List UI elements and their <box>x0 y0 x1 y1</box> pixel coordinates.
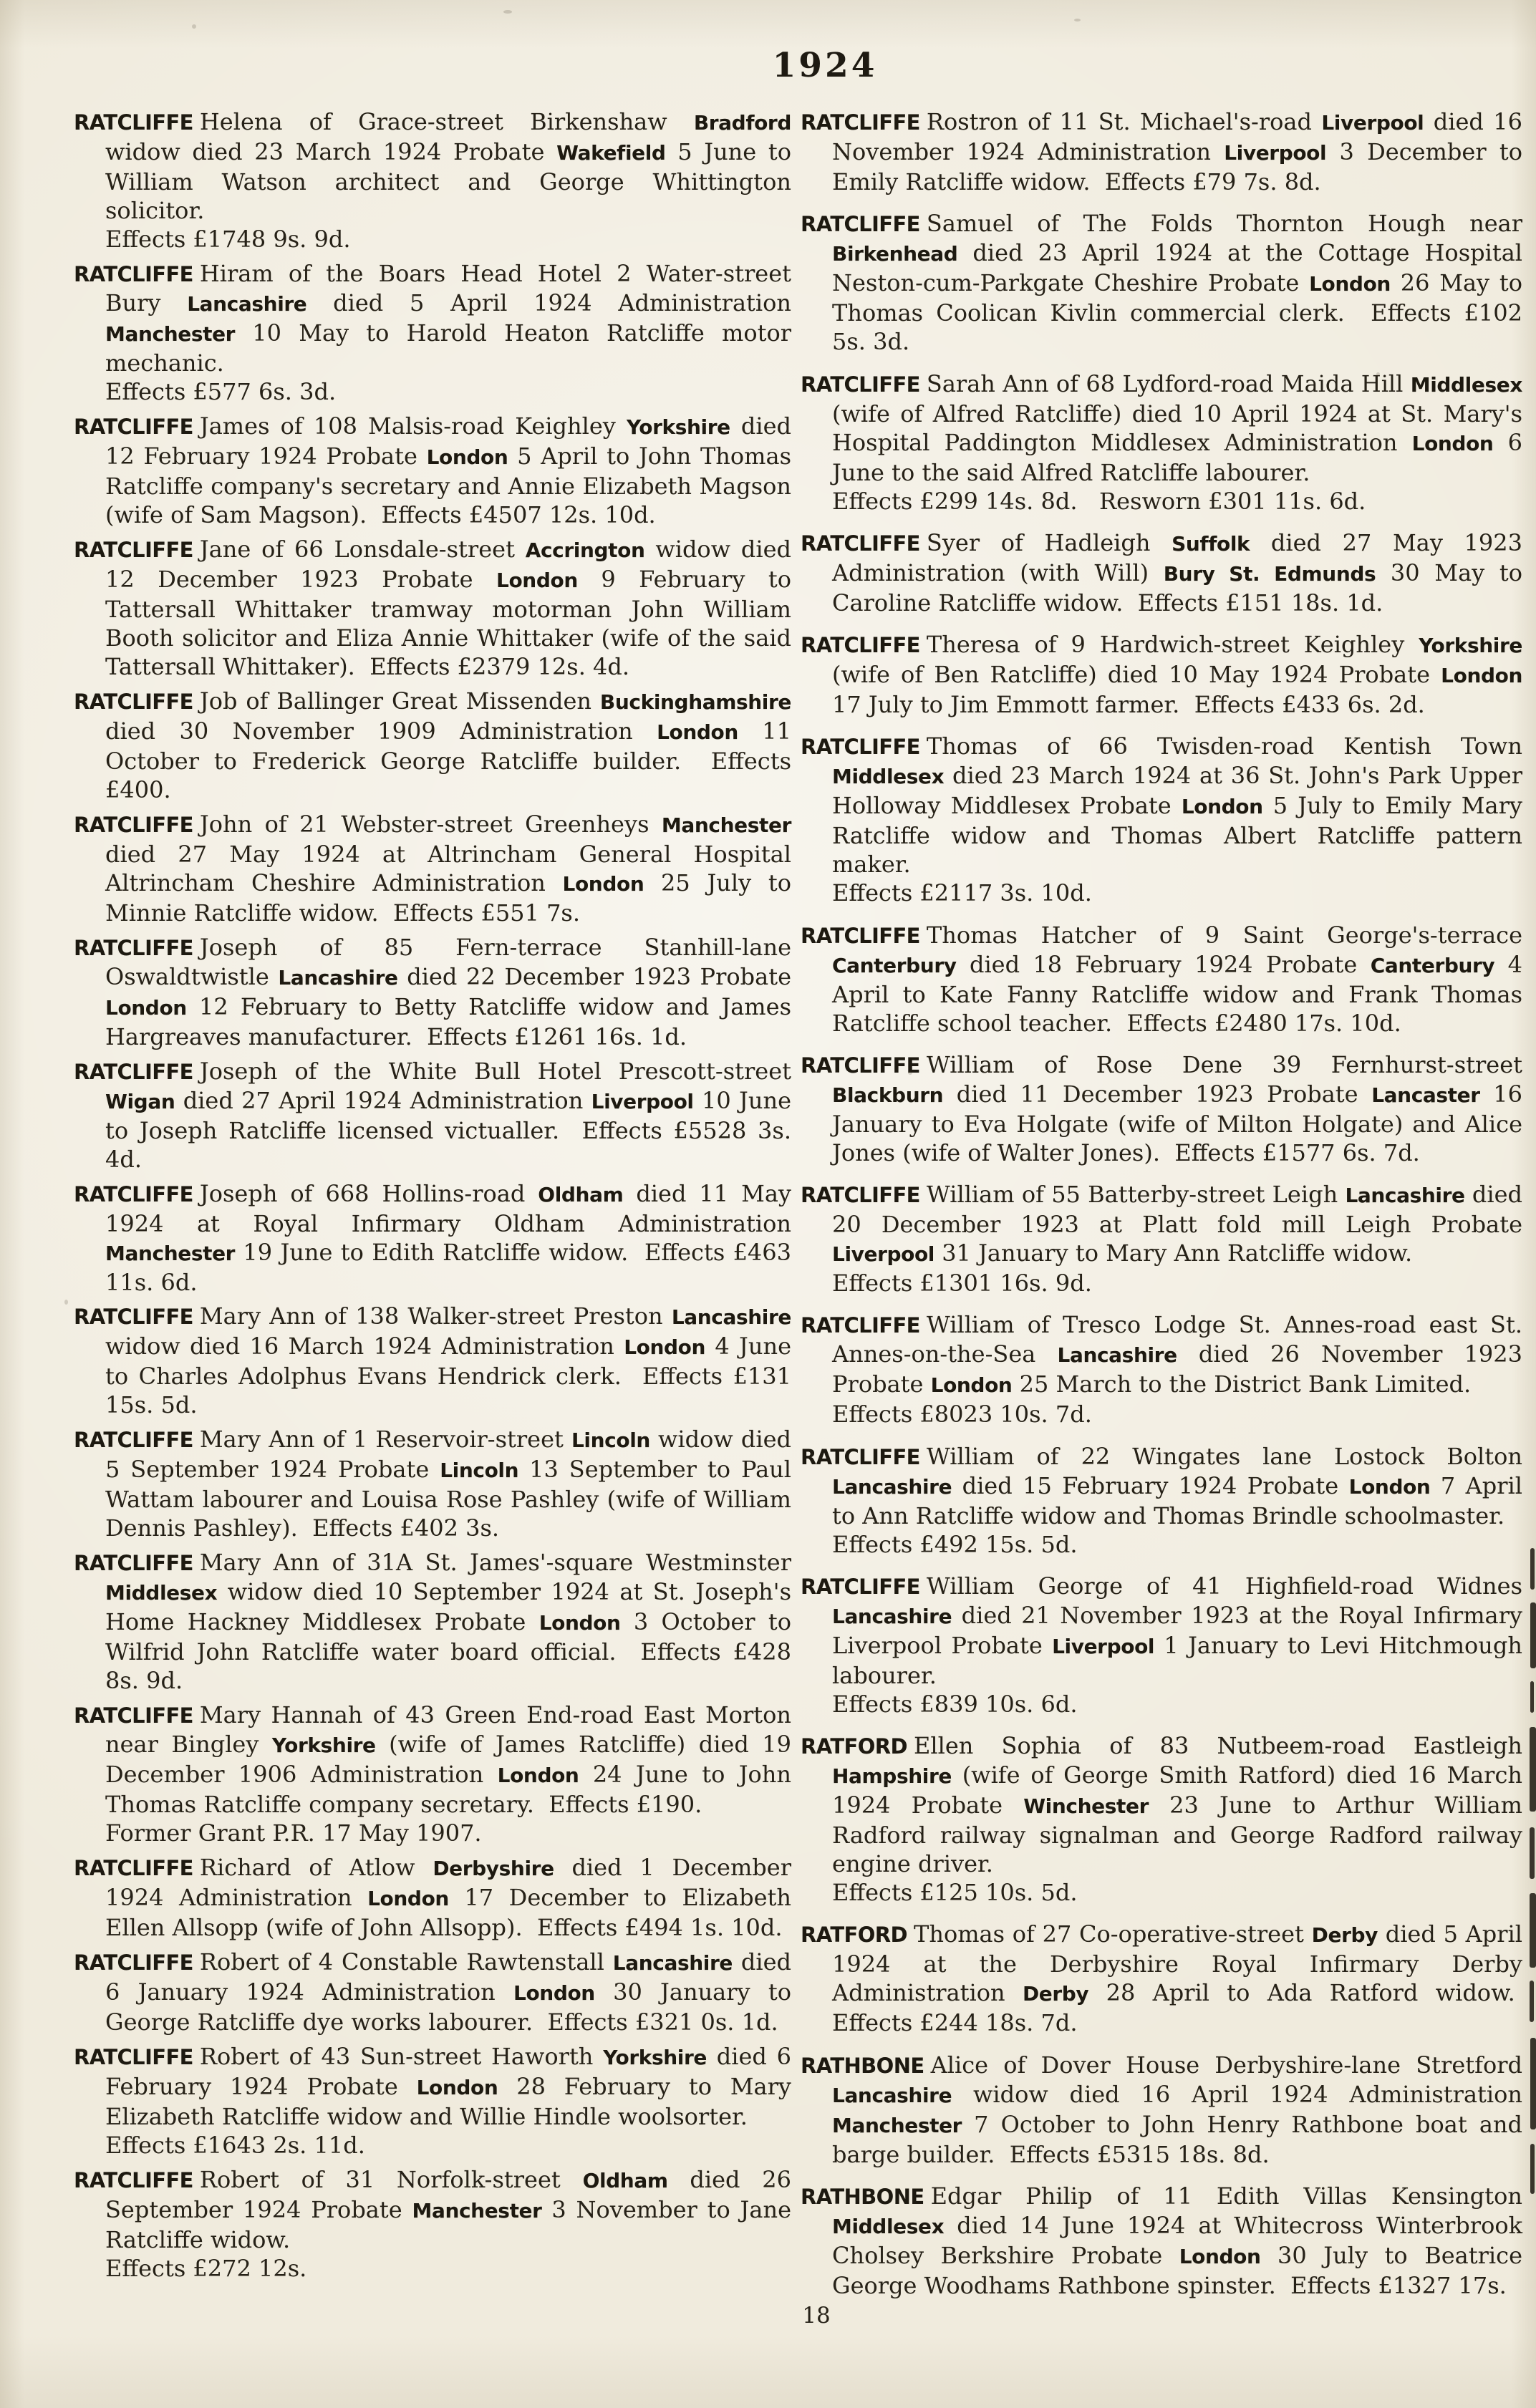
entry-text: 28 February to Mary Elizabeth Ratcliffe widow and Willie Hindle woolsorter. <box>105 2073 792 2131</box>
page-number: 18 <box>802 2303 831 2329</box>
right-column <box>801 107 1522 2300</box>
registry-place: London <box>105 995 187 1020</box>
surname: RATCLIFFE <box>801 372 920 397</box>
registry-place: Derby <box>1311 1923 1378 1948</box>
surname: RATCLIFFE <box>74 1551 193 1576</box>
entry-text: 1 January to Levi Hitchmough labourer. <box>832 1631 1522 1689</box>
registry-place: London <box>562 871 644 896</box>
entry-text: widow died 23 March 1924 Probate <box>105 138 557 165</box>
registry-place: Derbyshire <box>433 1857 554 1881</box>
registry-place: Blackburn <box>832 1083 944 1107</box>
surname: RATCLIFFE <box>801 531 920 556</box>
entry-text: died 30 November 1909 Administration <box>105 717 657 745</box>
probate-entry <box>801 2051 1522 2169</box>
entry-text: 7 April to Ann Ratcliffe widow and Thomas Brindle schoolmaster. <box>832 1471 1523 1529</box>
surname: RATCLIFFE <box>74 1428 193 1453</box>
registry-place: London <box>496 568 578 592</box>
probate-entry <box>801 369 1522 516</box>
entry-text: Effects £839 10s. 6d. <box>832 1690 1078 1718</box>
entry-text: Mary Ann of 138 Walker-street Preston <box>199 1302 672 1330</box>
registry-place: Lancashire <box>832 1474 952 1499</box>
entry-text: Effects £1301 16s. 9d. <box>832 1270 1092 1297</box>
surname: RATCLIFFE <box>801 1313 920 1338</box>
scan-speck <box>1376 372 1380 376</box>
entry-text: Thomas of 27 Co-operative-street <box>913 1920 1312 1948</box>
entry-text: Joseph of 85 Fern-terrace Stanhill-lane Oswaldtwistle <box>105 933 791 990</box>
entry-text: widow died 12 December 1923 Probate <box>105 535 792 593</box>
registry-place: Lancashire <box>832 1604 952 1628</box>
surname: RATCLIFFE <box>74 1059 193 1084</box>
registry-place: Canterbury <box>1370 953 1495 977</box>
registry-place: Middlesex <box>105 1581 218 1605</box>
probate-entry <box>801 921 1522 1038</box>
probate-entry <box>801 1920 1522 2037</box>
surname: RATCLIFFE <box>801 633 920 658</box>
entry-text: Effects £299 14s. 8d. Resworn £301 11s. 6d. <box>832 487 1366 515</box>
entry-text: died 27 April 1924 Administration <box>175 1086 591 1114</box>
surname: RATHBONE <box>801 2053 924 2078</box>
entry-text: died 27 May 1924 at Altrincham General Hospital Altrincham Cheshire Administration <box>105 840 791 896</box>
registry-place: Derby <box>1022 1982 1089 2006</box>
registry-place: Lancashire <box>671 1305 791 1330</box>
entry-text: Former Grant P.R. 17 May 1907. <box>105 1819 482 1847</box>
surname: RATCLIFFE <box>801 735 920 760</box>
entry-text: William of Rose Dene 39 Fernhurst-street <box>926 1050 1522 1078</box>
registry-place: Wigan <box>105 1089 175 1113</box>
entry-text: 31 January to Mary Ann Ratcliffe widow. <box>934 1239 1413 1267</box>
entry-text: 17 July to Jim Emmott farmer. Effects £433 6s. 2d. <box>832 691 1425 719</box>
entry-text: 28 April to Ada Ratford widow. Effects £244 18s. 7d. <box>832 1979 1523 2037</box>
entry-text: Effects £1748 9s. 9d. <box>105 226 351 253</box>
probate-entry <box>74 2165 791 2283</box>
entry-text: Mary Hannah of 43 Green End-road East Morton near Bingley <box>105 1701 791 1759</box>
scan-mark <box>1530 1602 1536 1668</box>
entry-text: Mary Ann of 1 Reservoir-street <box>199 1426 571 1454</box>
entry-text: died 14 June 1924 at Whitecross Winterbrook Cholsey Berkshire Probate <box>832 2211 1522 2269</box>
probate-entry <box>801 1572 1522 1718</box>
probate-entry <box>801 1310 1522 1428</box>
entry-text: John of 21 Webster-street Greenheys <box>199 810 662 838</box>
entry-text: 17 December to Elizabeth Ellen Allsopp (wife of John Allsopp). Effects £494 1s. 10d. <box>105 1884 792 1942</box>
entry-text: Richard of Atlow <box>199 1854 433 1882</box>
registry-place: Lancashire <box>1057 1343 1177 1368</box>
surname: RATCLIFFE <box>74 537 193 562</box>
registry-place: Bury St. Edmunds <box>1163 561 1376 586</box>
entry-text: 23 June to Arthur William Radford railway signalman and George Radford railway engine driver. <box>832 1792 1523 1878</box>
entry-text: (wife of George Smith Ratford) died 16 March 1924 Probate <box>832 1761 1522 1819</box>
entry-text: died 11 May 1924 at Royal Infirmary Oldham Administration <box>105 1179 792 1237</box>
surname: RATCLIFFE <box>801 1183 920 1208</box>
surname: RATCLIFFE <box>801 110 920 135</box>
entry-text: died 21 November 1923 at the Royal Infirmary Liverpool Probate <box>832 1601 1522 1659</box>
surname: RATCLIFFE <box>801 1444 920 1469</box>
registry-place: Liverpool <box>832 1242 935 1267</box>
entry-text: 5 April to John Thomas Ratcliffe company's secretary and Annie Elizabeth Magson (wife of Sam Magson). Effects £4507 12s. 10d. <box>105 442 792 528</box>
probate-entry <box>801 1180 1522 1297</box>
entry-text: Thomas Hatcher of 9 Saint George's-terrace <box>926 921 1522 949</box>
entry-text: 30 May to Caroline Ratcliffe widow. Effects £151 18s. 1d. <box>832 559 1523 616</box>
entry-text: (wife of Ben Ratcliffe) died 10 May 1924 Probate <box>832 661 1441 689</box>
entry-text: William of 22 Wingates lane Lostock Bolton <box>926 1442 1522 1470</box>
surname: RATCLIFFE <box>74 1181 193 1207</box>
registry-place: Canterbury <box>832 953 957 977</box>
entry-text: 4 April to Kate Fanny Ratcliffe widow and Frank Thomas Ratcliffe school teacher. Effects £2480 17s. 10d. <box>832 950 1523 1037</box>
surname: RATFORD <box>801 1734 907 1759</box>
registry-place: Yorkshire <box>271 1734 376 1758</box>
entry-text: Edgar Philip of 11 Edith Villas Kensington <box>930 2182 1522 2210</box>
entry-text: 3 December to Emily Ratcliffe widow. Effects £79 7s. 8d. <box>832 138 1523 195</box>
registry-place: Liverpool <box>1321 111 1424 135</box>
surname: RATCLIFFE <box>801 923 920 948</box>
registry-place: Suffolk <box>1172 531 1250 556</box>
entry-text: William George of 41 Highfield-road Widnes <box>926 1572 1522 1600</box>
entry-text: Effects £577 6s. 3d. <box>105 377 337 405</box>
registry-place: Lancashire <box>832 2083 952 2107</box>
registry-place: Manchester <box>661 813 791 837</box>
probate-entry <box>74 933 791 1051</box>
entry-text: Mary Ann of 31A St. James'-square Westminster <box>199 1549 791 1577</box>
entry-text: died 23 April 1924 at the Cottage Hospital Neston-cum-Parkgate Cheshire Probate <box>832 239 1522 297</box>
registry-place: London <box>497 1764 579 1788</box>
entry-text: died 27 May 1923 Administration (with Will) <box>832 528 1523 586</box>
entry-text: Robert of 4 Constable Rawtenstall <box>199 1948 613 1976</box>
registry-place: Oldham <box>582 2169 668 2192</box>
scan-mark <box>1530 1548 1535 1590</box>
probate-entry <box>74 1302 791 1419</box>
probate-entry <box>74 1548 791 1695</box>
entry-text: Jane of 66 Lonsdale-street <box>199 535 526 563</box>
probate-entry <box>74 1948 791 2036</box>
registry-place: London <box>416 2076 498 2100</box>
entry-text: Alice of Dover House Derbyshire-lane Stretford <box>930 2051 1522 2079</box>
registry-place: Winchester <box>1023 1794 1149 1819</box>
left-column <box>74 107 791 2283</box>
entry-text: 6 June to the said Alfred Ratcliffe labourer. <box>832 428 1522 486</box>
entry-text: Robert of 43 Sun-street Haworth <box>199 2043 604 2071</box>
entry-text: Effects £492 15s. 5d. <box>832 1530 1078 1558</box>
entry-text: 9 February to Tattersall Whittaker tramway motorman John William Booth solicitor and Eliza Annie Whittaker (wife of the said Tattersall Whittaker). Effects £2379 12s. 4d. <box>105 565 792 680</box>
registry-place: Lancashire <box>187 291 307 316</box>
registry-place: Lancashire <box>278 965 398 990</box>
surname: RATCLIFFE <box>801 1053 920 1078</box>
entry-text: 30 July to Beatrice George Woodhams Rathbone spinster. Effects £1327 17s. <box>832 2241 1523 2299</box>
probate-entry <box>74 1701 791 1847</box>
scan-mark <box>1530 1827 1535 1879</box>
entry-text: 5 June to William Watson architect and George Whittington solicitor. <box>105 138 792 224</box>
entry-text: Rostron of 11 St. Michael's-road <box>926 108 1322 135</box>
registry-place: Middlesex <box>832 2214 945 2238</box>
surname: RATCLIFFE <box>74 812 193 837</box>
entry-text: 10 May to Harold Heaton Ratcliffe motor mechanic. <box>105 319 791 377</box>
scan-speck <box>64 1300 68 1305</box>
surname: RATCLIFFE <box>74 1305 193 1330</box>
entry-text: died 1 December 1924 Administration <box>105 1854 791 1912</box>
registry-place: London <box>624 1335 706 1360</box>
entry-text: Helena of Grace-street Birkenshaw <box>199 108 694 135</box>
entry-text: Ellen Sophia of 83 Nutbeem-road Eastleigh <box>913 1732 1522 1760</box>
registry-place: Yorkshire <box>626 415 730 439</box>
entry-text: widow died 16 March 1924 Administration <box>105 1333 624 1360</box>
entry-text: Theresa of 9 Hardwich-street Keighley <box>926 631 1419 659</box>
surname: RATCLIFFE <box>74 1703 193 1728</box>
registry-place: Birkenhead <box>832 242 958 266</box>
entry-text: Joseph of 668 Hollins-road <box>199 1179 538 1207</box>
entry-text: William of Tresco Lodge St. Annes-road east St. Annes-on-the-Sea <box>832 1311 1522 1368</box>
registry-place: Lancaster <box>1371 1083 1480 1107</box>
registry-place: Liverpool <box>591 1089 694 1113</box>
entry-text: died 6 February 1924 Probate <box>105 2043 792 2101</box>
probate-entry <box>74 535 791 681</box>
entry-text: widow died 10 September 1924 at St. Joseph's Home Hackney Middlesex Probate <box>105 1578 791 1636</box>
entry-text: Syer of Hadleigh <box>926 528 1172 556</box>
entry-text: died 26 September 1924 Probate <box>105 2166 792 2223</box>
entry-text: died 12 February 1924 Probate <box>105 412 792 470</box>
probate-entry <box>801 2182 1522 2300</box>
entry-text: Effects £2117 3s. 10d. <box>832 879 1092 907</box>
entry-text: died 5 April 1924 Administration <box>306 289 792 316</box>
entry-text: (wife of James Ratcliffe) died 19 December 1906 Administration <box>105 1731 792 1789</box>
entry-text: William of 55 Batterby-street Leigh <box>926 1181 1346 1209</box>
surname: RATCLIFFE <box>74 414 193 439</box>
entry-text: 16 January to Eva Holgate (wife of Milton Holgate) and Alice Jones (wife of Walter Jones). Effects £1577 6s. 7d. <box>832 1080 1523 1166</box>
registry-place: London <box>657 720 738 744</box>
registry-place: Yorkshire <box>603 2046 707 2070</box>
scan-mark <box>1530 1681 1534 1713</box>
entry-text: died 26 November 1923 Probate <box>832 1340 1523 1398</box>
entry-text: 30 January to George Ratcliffe dye works labourer. Effects £321 0s. 1d. <box>105 1978 792 2036</box>
registry-place: London <box>426 445 508 469</box>
scan-speck <box>908 1071 912 1075</box>
probate-entry <box>801 209 1522 356</box>
registry-place: London <box>1411 431 1494 455</box>
registry-place: Lancashire <box>1345 1184 1465 1208</box>
registry-place: London <box>1309 272 1391 296</box>
registry-place: Manchester <box>832 2113 962 2137</box>
registry-place: Manchester <box>105 1241 236 1265</box>
scan-speck <box>503 10 512 14</box>
entry-text: Joseph of the White Bull Hotel Prescott-street <box>199 1057 791 1085</box>
entry-text: 19 June to Edith Ratcliffe widow. Effects £463 11s. 6d. <box>105 1238 791 1296</box>
registry-place: Liverpool <box>1052 1634 1155 1658</box>
entry-text: James of 108 Malsis-road Keighley <box>199 412 627 440</box>
entry-text: Thomas of 66 Twisden-road Kentish Town <box>926 732 1522 760</box>
registry-place: Middlesex <box>1410 372 1522 397</box>
registry-place: London <box>930 1373 1013 1398</box>
entry-text: Effects £1643 2s. 11d. <box>105 2132 365 2160</box>
probate-entry <box>74 107 791 253</box>
scan-mark <box>1530 2144 1535 2194</box>
probate-entry <box>801 1731 1522 1907</box>
registry-place: Lancashire <box>612 1951 733 1976</box>
probate-entry <box>74 687 791 804</box>
entry-text: died 18 February 1924 Probate <box>956 950 1371 978</box>
scan-mark <box>1530 1981 1534 2022</box>
entry-text: 25 July to Minnie Ratcliffe widow. Effects £551 7s. <box>105 869 792 927</box>
surname: RATCLIFFE <box>74 1856 193 1881</box>
entry-text: (wife of Alfred Ratcliffe) died 10 April 1924 at St. Mary's Hospital Paddington Middlesex Administration <box>832 400 1522 456</box>
surname: RATCLIFFE <box>74 1950 193 1976</box>
entry-text: 3 October to Wilfrid John Ratcliffe water board official. Effects £428 8s. 9d. <box>105 1608 792 1695</box>
entry-text: 11 October to Frederick George Ratcliffe builder. Effects £400. <box>105 717 792 803</box>
entry-text: widow died 5 September 1924 Probate <box>105 1426 791 1484</box>
registry-place: London <box>513 1981 595 2006</box>
probate-entry <box>801 630 1522 719</box>
probate-entry <box>74 810 791 927</box>
surname: RATHBONE <box>801 2184 924 2209</box>
registry-place: London <box>1179 2244 1261 2268</box>
probate-entry <box>74 1425 791 1542</box>
entry-text: 7 October to John Henry Rathbone boat and barge builder. Effects £5315 18s. 8d. <box>832 2110 1522 2168</box>
probate-entry <box>74 1179 791 1297</box>
entry-text: 24 June to John Thomas Ratcliffe company secretary. Effects £190. <box>105 1761 792 1819</box>
surname: RATCLIFFE <box>74 261 193 286</box>
surname: RATCLIFFE <box>74 935 193 960</box>
registry-place: Accrington <box>525 538 645 562</box>
scan-speck <box>192 24 196 29</box>
entry-text: widow died 16 April 1924 Administration <box>952 2080 1522 2108</box>
surname: RATCLIFFE <box>74 2168 193 2192</box>
registry-place: Lincoln <box>571 1428 650 1453</box>
entry-text: 12 February to Betty Ratcliffe widow and James Hargreaves manufacturer. Effects £1261 16s. 1d. <box>105 992 791 1050</box>
probate-entry <box>74 1853 791 1942</box>
probate-entry <box>801 1050 1522 1167</box>
entry-text: Effects £8023 10s. 7d. <box>832 1401 1092 1428</box>
registry-place: Manchester <box>105 321 236 346</box>
registry-place: Lincoln <box>440 1459 519 1483</box>
entry-text: died 23 March 1924 at 36 St. John's Park Upper Holloway Middlesex Probate <box>832 762 1522 820</box>
entry-text: 25 March to the District Bank Limited. <box>1012 1370 1472 1398</box>
entry-text: 26 May to Thomas Coolican Kivlin commercial clerk. Effects £102 5s. 3d. <box>832 269 1523 356</box>
surname: RATFORD <box>801 1923 907 1948</box>
surname: RATCLIFFE <box>74 689 193 714</box>
entry-text: died 16 November 1924 Administration <box>832 108 1523 165</box>
entry-text: Effects £272 12s. <box>105 2255 307 2282</box>
entry-text: died 11 December 1923 Probate <box>943 1080 1372 1108</box>
probate-entry <box>801 107 1522 196</box>
entry-text: died 5 April 1924 at the Derbyshire Royal Infirmary Derby Administration <box>832 1920 1523 2007</box>
registry-place: Liverpool <box>1224 141 1327 165</box>
entry-text: 4 June to Charles Adolphus Evans Hendrick clerk. Effects £131 15s. 5d. <box>105 1333 792 1419</box>
registry-place: Buckinghamshire <box>599 690 791 714</box>
registry-place: London <box>367 1887 449 1911</box>
registry-place: Hampshire <box>832 1764 952 1789</box>
probate-entry <box>74 1057 791 1174</box>
entry-text: Hiram of the Boars Head Hotel 2 Water-street Bury <box>105 259 791 316</box>
entry-text: died 20 December 1923 at Platt fold mill Leigh Probate <box>832 1181 1523 1239</box>
surname: RATCLIFFE <box>74 2045 193 2070</box>
probate-entry <box>801 528 1522 617</box>
scan-mark <box>1530 1727 1536 1812</box>
entry-text: died 6 January 1924 Administration <box>105 1948 792 2006</box>
scan-speck <box>1074 19 1081 21</box>
entry-text: died 22 December 1923 Probate <box>397 962 792 990</box>
surname: RATCLIFFE <box>74 110 193 135</box>
registry-place: Wakefield <box>556 141 666 165</box>
probate-entry <box>801 1442 1522 1559</box>
entry-text: Job of Ballinger Great Missenden <box>199 687 600 715</box>
entry-text: Samuel of The Folds Thornton Hough near <box>926 210 1522 238</box>
scan-mark <box>1530 2038 1536 2129</box>
entry-text: Robert of 31 Norfolk-street <box>199 2166 583 2193</box>
entry-text: 10 June to Joseph Ratcliffe licensed victualler. Effects £5528 3s. 4d. <box>105 1086 791 1173</box>
registry-place: Oldham <box>538 1182 624 1207</box>
probate-entry <box>74 412 791 529</box>
scan-mark <box>1530 1893 1536 1968</box>
entry-text: 13 September to Paul Wattam labourer and Louisa Rose Pashley (wife of William Dennis Pashley). Effects £402 3s. <box>105 1456 791 1542</box>
year-header: 1924 <box>772 46 878 85</box>
registry-place: London <box>1441 664 1522 688</box>
registry-place: Yorkshire <box>1419 634 1522 658</box>
entry-text: Effects £125 10s. 5d. <box>832 1879 1078 1907</box>
probate-entry <box>74 259 791 406</box>
probate-entry <box>801 732 1522 907</box>
registry-place: London <box>1181 795 1263 819</box>
registry-place: Bradford <box>693 111 791 135</box>
registry-place: London <box>1348 1474 1431 1499</box>
registry-place: Manchester <box>412 2199 542 2223</box>
surname: RATCLIFFE <box>801 1574 920 1599</box>
entry-text: 3 November to Jane Ratcliffe widow. <box>105 2196 792 2253</box>
surname: RATCLIFFE <box>801 212 920 237</box>
entry-text: died 15 February 1924 Probate <box>952 1471 1349 1499</box>
entry-text: 5 July to Emily Mary Ratcliffe widow and Thomas Albert Ratcliffe pattern maker. <box>832 792 1523 879</box>
entry-text: Sarah Ann of 68 Lydford-road Maida Hill <box>926 369 1411 397</box>
registry-place: London <box>538 1611 621 1635</box>
registry-place: Middlesex <box>832 765 945 789</box>
probate-entry <box>74 2042 791 2160</box>
